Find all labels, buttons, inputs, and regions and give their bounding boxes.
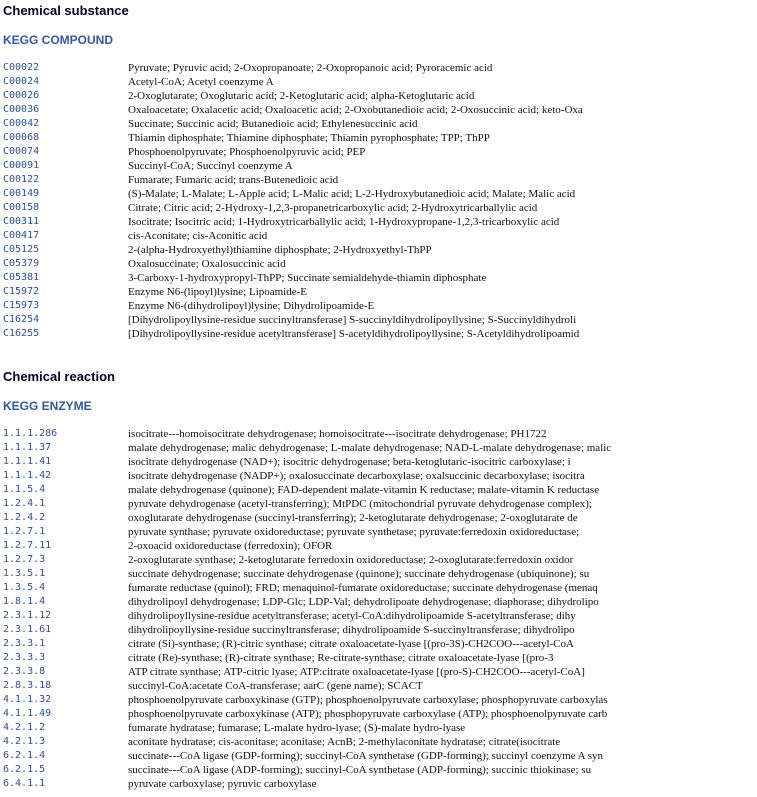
enzyme-row-id-link[interactable]: 2.8.3.18 <box>3 680 52 691</box>
enzyme-row-id-link[interactable]: 1.8.1.4 <box>3 596 46 607</box>
enzyme-row-description: succinate---CoA ligase (GDP-forming); succinyl-CoA synthetase (GDP-forming); succinyl coenzyme A syn <box>128 750 604 762</box>
enzyme-row <box>3 679 757 693</box>
compound-row-description: Thiamin diphosphate; Thiamine diphosphate; Thiamin pyrophosphate; TPP; ThPP <box>128 132 490 144</box>
compound-row <box>3 131 757 145</box>
enzyme-row-description: succinate dehydrogenase; succinate dehydrogenase (quinone); succinate dehydrogenase (ubiquinone); su <box>128 568 590 580</box>
enzyme-row-description: ATP citrate synthase; ATP-citric lyase; ATP:citrate oxaloacetate-lyase [(pro-S)-CH2COO---acetyl-CoA] <box>128 666 585 678</box>
compound-row-description: Oxalosuccinate; Oxalosuccinic acid <box>128 258 286 270</box>
compound-row <box>3 257 757 271</box>
compound-row <box>3 299 757 313</box>
compound-row-id-link[interactable]: C00091 <box>3 160 40 171</box>
enzyme-row-id-link[interactable]: 2.3.3.1 <box>3 638 46 649</box>
enzyme-row-description: isocitrate dehydrogenase (NADP+); oxalosuccinate decarboxylase; oxalsuccinic decarboxylase; isocitra <box>128 470 585 482</box>
enzyme-row-description: 2-oxoacid oxidoreductase (ferredoxin); OFOR <box>128 540 333 552</box>
enzyme-row <box>3 483 757 497</box>
chemical-reaction-heading: Chemical reaction <box>3 369 115 384</box>
enzyme-row-description: dihydrolipoyllysine-residue succinyltransferase; dihydrolipoamide S-succinyltransferase; dihydrolipo <box>128 624 575 636</box>
compound-row-id-link[interactable]: C00311 <box>3 216 40 227</box>
compound-row-id-link[interactable]: C05381 <box>3 272 40 283</box>
enzyme-row-description: 2-oxoglutarate synthase; 2-ketoglutarate ferredoxin oxidoreductase; 2-oxoglutarate:ferredoxin oxidor <box>128 554 574 566</box>
enzyme-row-description: citrate (Si)-synthase; (R)-citric synthase; citrate oxaloacetate-lyase [(pro-3S)-CH2COO---acetyl-CoA <box>128 638 574 650</box>
enzyme-row <box>3 609 757 623</box>
enzyme-row <box>3 763 757 777</box>
enzyme-row-description: isocitrate---homoisocitrate dehydrogenase; homoisocitrate---isocitrate dehydrogenase; PH1722 <box>128 428 547 440</box>
enzyme-row-id-link[interactable]: 1.2.4.2 <box>3 512 46 523</box>
enzyme-row <box>3 539 757 553</box>
enzyme-row <box>3 777 757 791</box>
compound-row-description: Oxaloacetate; Oxalacetic acid; Oxaloacetic acid; 2-Oxobutanedioic acid; 2-Oxosuccinic acid; keto-Oxa <box>128 104 583 116</box>
enzyme-row <box>3 581 757 595</box>
compound-row-description: Succinate; Succinic acid; Butanedioic acid; Ethylenesuccinic acid <box>128 118 418 130</box>
compound-row <box>3 117 757 131</box>
compound-row-description: Fumarate; Fumaric acid; trans-Butenedioic acid <box>128 174 339 186</box>
enzyme-table <box>3 427 757 791</box>
compound-row-id-link[interactable]: C16255 <box>3 328 40 339</box>
enzyme-row-id-link[interactable]: 6.2.1.4 <box>3 750 46 761</box>
enzyme-row-id-link[interactable]: 2.3.1.12 <box>3 610 52 621</box>
enzyme-row-id-link[interactable]: 1.1.1.37 <box>3 442 52 453</box>
enzyme-row <box>3 497 757 511</box>
compound-row <box>3 61 757 75</box>
enzyme-row-description: dihydrolipoyllysine-residue acetyltransferase; acetyl-CoA:dihydrolipoamide S-acetyltransferase; dihy <box>128 610 576 622</box>
compound-row-description: Phosphoenolpyruvate; Phosphoenolpyruvic acid; PEP <box>128 146 366 158</box>
compound-row-id-link[interactable]: C00024 <box>3 76 40 87</box>
enzyme-row-id-link[interactable]: 4.2.1.3 <box>3 736 46 747</box>
enzyme-row-id-link[interactable]: 1.1.5.4 <box>3 484 46 495</box>
compound-row-description: 3-Carboxy-1-hydroxypropyl-ThPP; Succinate semialdehyde-thiamin diphosphate <box>128 272 487 284</box>
enzyme-row-description: malate dehydrogenase (quinone); FAD-dependent malate-vitamin K reductase; malate-vitamin K reductase <box>128 484 600 496</box>
enzyme-row <box>3 525 757 539</box>
compound-row <box>3 271 757 285</box>
enzyme-row <box>3 567 757 581</box>
enzyme-row-description: succinyl-CoA:acetate CoA-transferase; aarC (gene name); SCACT <box>128 680 423 692</box>
compound-row <box>3 201 757 215</box>
compound-row <box>3 243 757 257</box>
enzyme-row <box>3 665 757 679</box>
compound-row-description: Enzyme N6-(dihydrolipoyl)lysine; Dihydrolipoamide-E <box>128 300 375 312</box>
enzyme-row-id-link[interactable]: 1.1.1.41 <box>3 456 52 467</box>
enzyme-row <box>3 455 757 469</box>
compound-row-description: 2-(alpha-Hydroxyethyl)thiamine diphosphate; 2-Hydroxyethyl-ThPP <box>128 244 432 256</box>
compound-row-id-link[interactable]: C00022 <box>3 62 40 73</box>
enzyme-row-description: aconitate hydratase; cis-aconitase; aconitase; AcnB; 2-methylaconitate hydratase; citrate(isocitrate <box>128 736 561 748</box>
enzyme-row-id-link[interactable]: 1.2.7.1 <box>3 526 46 537</box>
enzyme-row-description: fumarate reductase (quinol); FRD; menaquinol-fumarate oxidoreductase; succinate dehydrogenase (menaq <box>128 582 598 594</box>
compound-row <box>3 103 757 117</box>
enzyme-row-id-link[interactable]: 2.3.1.61 <box>3 624 52 635</box>
compound-row-description: Enzyme N6-(lipoyl)lysine; Lipoamide-E <box>128 286 308 298</box>
enzyme-row <box>3 651 757 665</box>
compound-row-id-link[interactable]: C16254 <box>3 314 40 325</box>
compound-row-id-link[interactable]: C00074 <box>3 146 40 157</box>
compound-row <box>3 145 757 159</box>
enzyme-row-description: citrate (Re)-synthase; (R)-citrate synthase; Re-citrate-synthase; citrate oxaloacetate-lyase [(pro-3 <box>128 652 554 664</box>
compound-row-id-link[interactable]: C00068 <box>3 132 40 143</box>
enzyme-row-description: phosphoenolpyruvate carboxykinase (ATP); phosphopyruvate carboxylase (ATP); phosphoenolpyruvate carb <box>128 708 608 720</box>
compound-row-id-link[interactable]: C00158 <box>3 202 40 213</box>
compound-row <box>3 75 757 89</box>
compound-row <box>3 173 757 187</box>
enzyme-row-description: fumarate hydratase; fumarase; L-malate hydro-lyase; (S)-malate hydro-lyase <box>128 722 466 734</box>
enzyme-row-id-link[interactable]: 2.3.3.3 <box>3 652 46 663</box>
enzyme-row <box>3 511 757 525</box>
compound-row-id-link[interactable]: C00042 <box>3 118 40 129</box>
enzyme-row <box>3 749 757 763</box>
compound-row-id-link[interactable]: C05379 <box>3 258 40 269</box>
compound-row-description: cis-Aconitate; cis-Aconitic acid <box>128 230 268 242</box>
enzyme-row-description: pyruvate carboxylase; pyruvic carboxylase <box>128 778 317 790</box>
compound-row <box>3 89 757 103</box>
compound-row <box>3 327 757 341</box>
enzyme-row <box>3 693 757 707</box>
compound-row-id-link[interactable]: C00026 <box>3 90 40 101</box>
compound-row <box>3 285 757 299</box>
compound-table <box>3 61 757 341</box>
enzyme-row-description: phosphoenolpyruvate carboxykinase (GTP); phosphoenolpyruvate carboxylase; phosphopyruvate carboxylas <box>128 694 608 706</box>
enzyme-row-description: succinate---CoA ligase (ADP-forming); succinyl-CoA synthetase (ADP-forming); succinic thiokinase; su <box>128 764 592 776</box>
compound-row <box>3 187 757 201</box>
compound-row-description: 2-Oxoglutarate; Oxoglutaric acid; 2-Ketoglutaric acid; alpha-Ketoglutaric acid <box>128 90 475 102</box>
enzyme-row-id-link[interactable]: 6.2.1.5 <box>3 764 46 775</box>
enzyme-row-description: dihydrolipoyl dehydrogenase; LDP-Glc; LDP-Val; dehydrolipoate dehydrogenase; diaphorase; dihydrolipo <box>128 596 599 608</box>
enzyme-row-id-link[interactable]: 4.2.1.2 <box>3 722 46 733</box>
compound-row-description: Succinyl-CoA; Succinyl coenzyme A <box>128 160 293 172</box>
enzyme-row <box>3 623 757 637</box>
enzyme-row-id-link[interactable]: 4.1.1.32 <box>3 694 52 705</box>
enzyme-row-id-link[interactable]: 1.2.7.11 <box>3 540 52 551</box>
enzyme-row-id-link[interactable]: 1.2.4.1 <box>3 498 46 509</box>
enzyme-row-description: malate dehydrogenase; malic dehydrogenase; L-malate dehydrogenase; NAD-L-malate dehydrogenase; malic <box>128 442 612 454</box>
compound-row <box>3 215 757 229</box>
compound-row <box>3 229 757 243</box>
enzyme-row-id-link[interactable]: 1.1.1.42 <box>3 470 52 481</box>
compound-row-description: Isocitrate; Isocitric acid; 1-Hydroxytricarballylic acid; 1-Hydroxypropane-1,2,3-tricarboxylic acid <box>128 216 560 228</box>
enzyme-row <box>3 735 757 749</box>
enzyme-row-id-link[interactable]: 1.3.5.4 <box>3 582 46 593</box>
compound-row-description: Citrate; Citric acid; 2-Hydroxy-1,2,3-propanetricarboxylic acid; 2-Hydroxytricarballylic acid <box>128 202 538 214</box>
compound-row-id-link[interactable]: C15973 <box>3 300 40 311</box>
enzyme-row-id-link[interactable]: 1.1.1.286 <box>3 428 58 439</box>
enzyme-row <box>3 721 757 735</box>
enzyme-row-id-link[interactable]: 1.3.5.1 <box>3 568 46 579</box>
compound-row-id-link[interactable]: C00122 <box>3 174 40 185</box>
kegg-enzyme-heading: KEGG ENZYME <box>3 399 92 413</box>
chemical-substance-heading: Chemical substance <box>3 3 129 18</box>
compound-row-id-link[interactable]: C15972 <box>3 286 40 297</box>
enzyme-row <box>3 469 757 483</box>
enzyme-row <box>3 441 757 455</box>
compound-row-id-link[interactable]: C05125 <box>3 244 40 255</box>
compound-row-description: [Dihydrolipoyllysine-residue acetyltransferase] S-acetyldihydrolipoyllysine; S-Acetyldihydrolipoamid <box>128 328 580 340</box>
enzyme-row-id-link[interactable]: 6.4.1.1 <box>3 778 46 789</box>
enzyme-row-id-link[interactable]: 1.2.7.3 <box>3 554 46 565</box>
enzyme-row-description: pyruvate dehydrogenase (acetyl-transferring); MtPDC (mitochondrial pyruvate dehydrogenase complex); <box>128 498 592 510</box>
compound-row-id-link[interactable]: C00417 <box>3 230 40 241</box>
enzyme-row-description: isocitrate dehydrogenase (NAD+); isocitric dehydrogenase; beta-ketoglutaric-isocitric carboxylase; i <box>128 456 571 468</box>
enzyme-row <box>3 553 757 567</box>
enzyme-row <box>3 707 757 721</box>
compound-row-id-link[interactable]: C00036 <box>3 104 40 115</box>
enzyme-row-id-link[interactable]: 2.3.3.8 <box>3 666 46 677</box>
enzyme-row <box>3 427 757 441</box>
compound-row-id-link[interactable]: C00149 <box>3 188 40 199</box>
enzyme-row-description: pyruvate synthase; pyruvate oxidoreductase; pyruvate synthetase; pyruvate:ferredoxin oxidoreductase; <box>128 526 580 538</box>
enzyme-row <box>3 637 757 651</box>
enzyme-row-description: oxoglutarate dehydrogenase (succinyl-transferring); 2-ketoglutarate dehydrogenase; 2-oxoglutarate de <box>128 512 578 524</box>
compound-row-description: (S)-Malate; L-Malate; L-Apple acid; L-Malic acid; L-2-Hydroxybutanedioic acid; Malate; Malic acid <box>128 188 576 200</box>
enzyme-row <box>3 595 757 609</box>
enzyme-row-id-link[interactable]: 4.1.1.49 <box>3 708 52 719</box>
kegg-compound-heading: KEGG COMPOUND <box>3 33 114 47</box>
compound-row-description: Acetyl-CoA; Acetyl coenzyme A <box>128 76 274 88</box>
compound-row <box>3 313 757 327</box>
compound-row <box>3 159 757 173</box>
compound-row-description: Pyruvate; Pyruvic acid; 2-Oxopropanoate; 2-Oxopropanoic acid; Pyroracemic acid <box>128 62 493 74</box>
compound-row-description: [Dihydrolipoyllysine-residue succinyltransferase] S-succinyldihydrolipoyllysine; S-Succinyldihydroli <box>128 314 577 326</box>
